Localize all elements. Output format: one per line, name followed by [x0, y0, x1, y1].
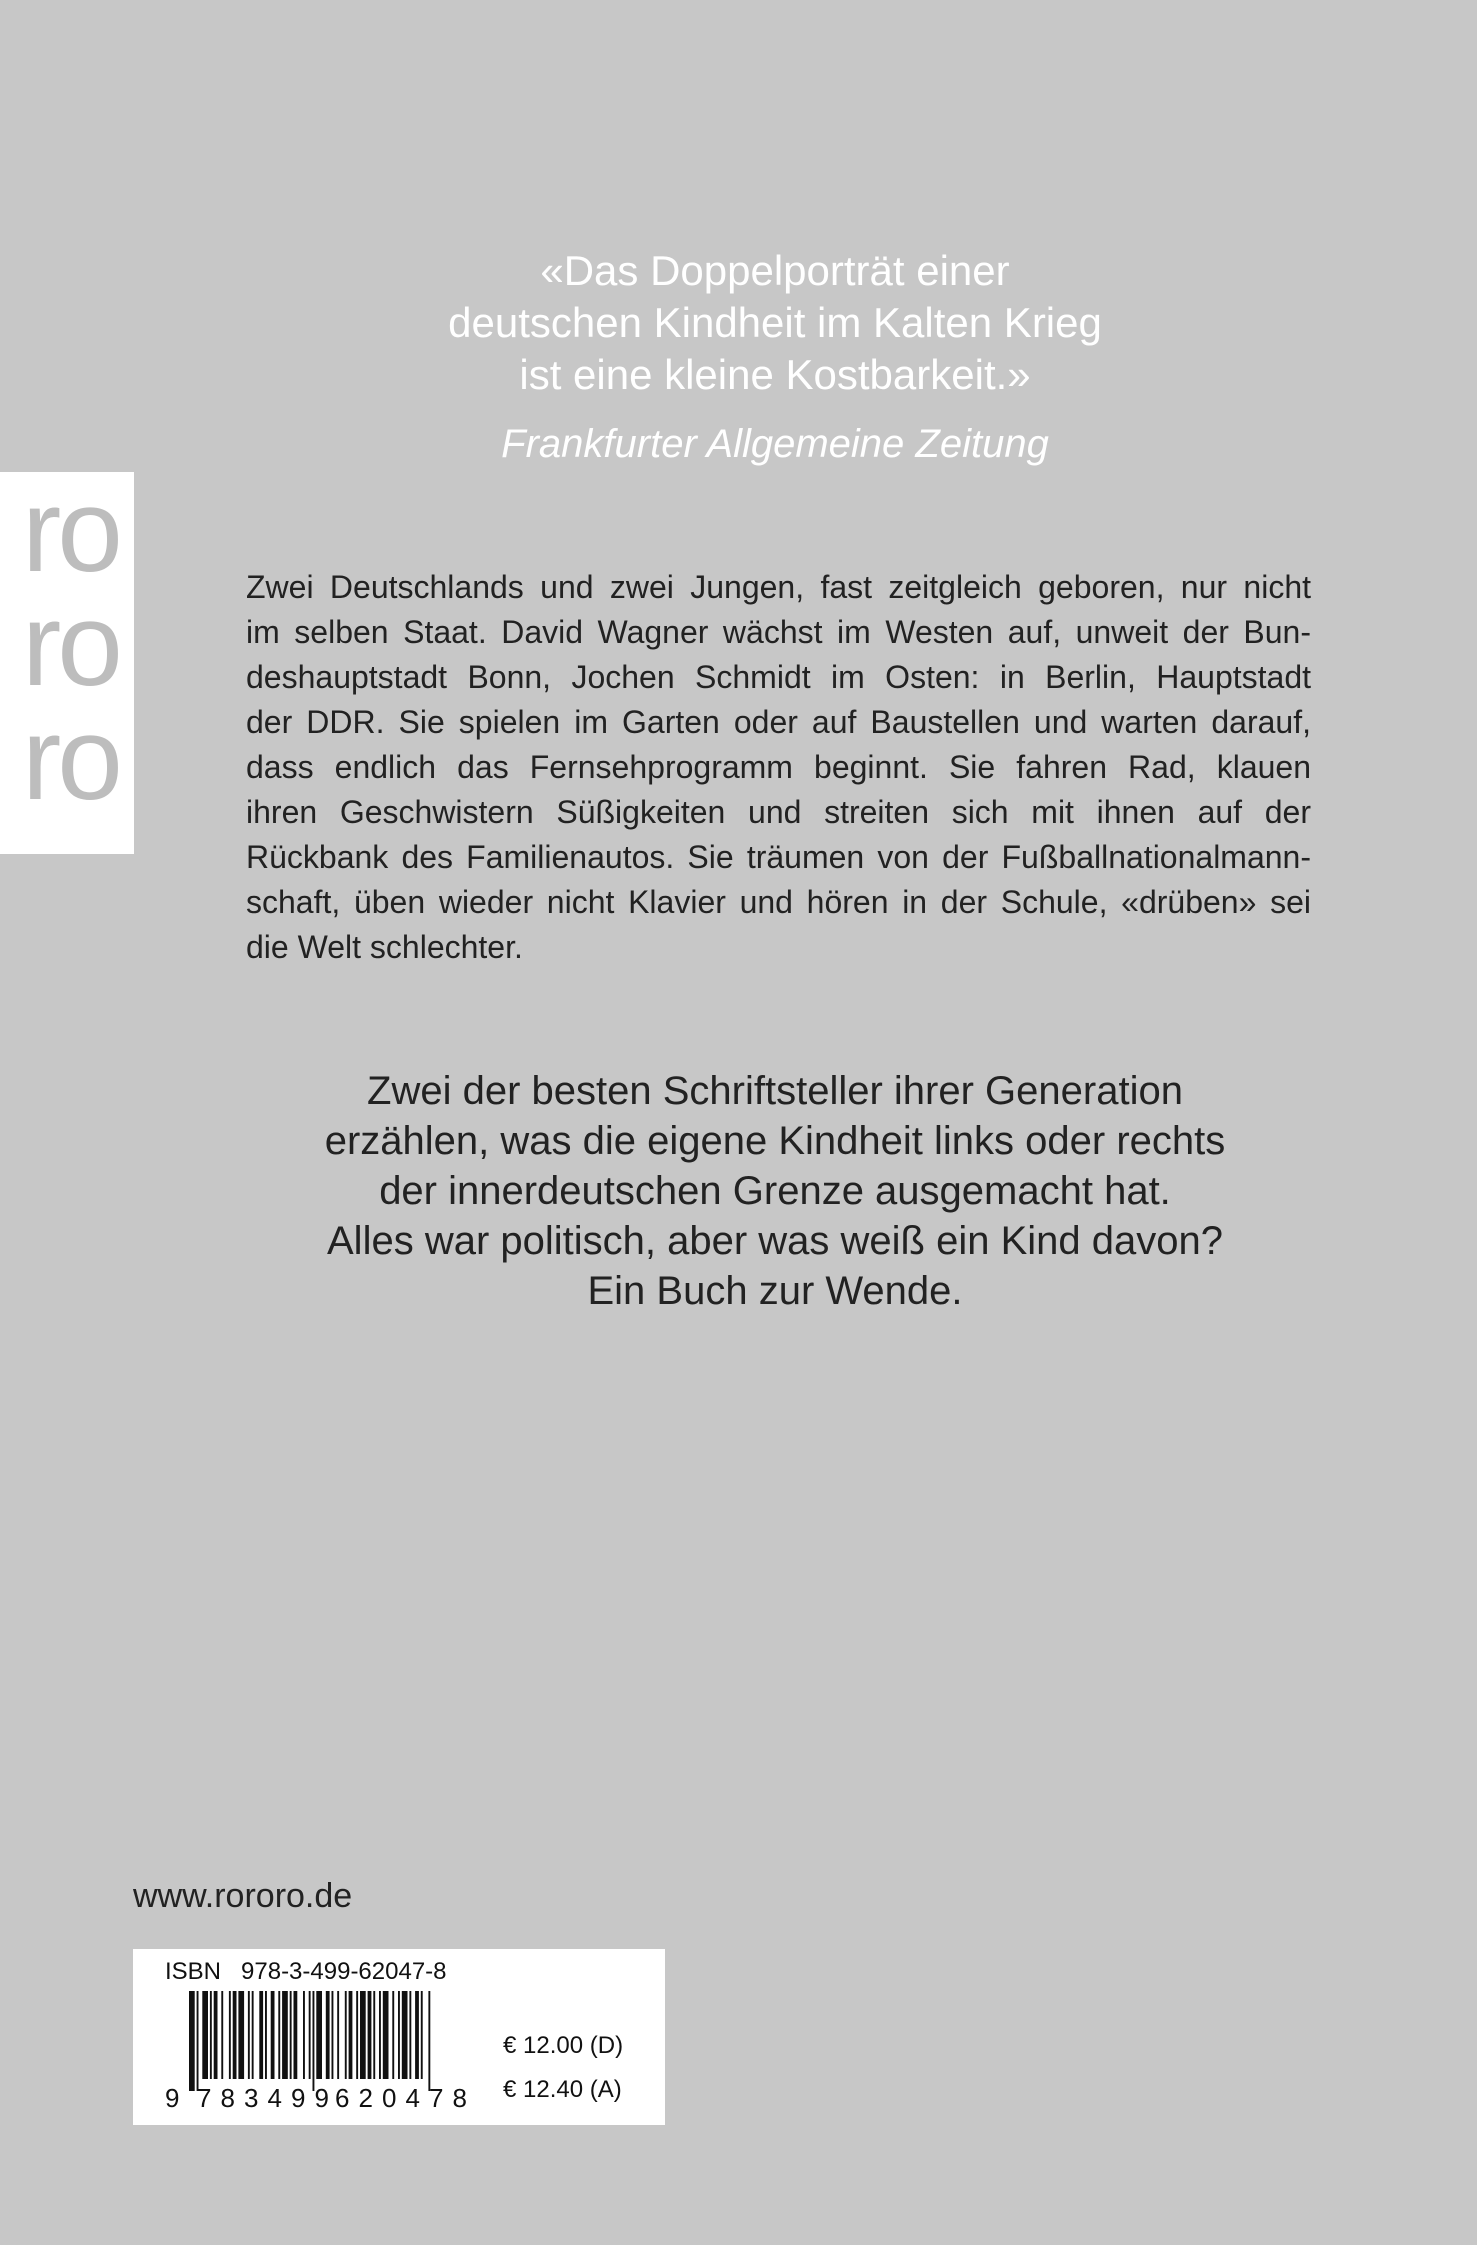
- quote-line-1: «Das Doppelporträt einer: [540, 247, 1010, 294]
- barcode-bar: [398, 1991, 400, 2079]
- barcode-bar: [252, 1991, 254, 2079]
- tagline-line-1: Zwei der besten Schriftsteller ihrer Generation: [367, 1069, 1183, 1113]
- barcode-bar: [210, 1991, 212, 2079]
- description-line-3: deshauptstadt Bonn, Jochen Schmidt im Osten: in Berlin, Hauptstadt: [246, 659, 1311, 695]
- barcode-bar: [282, 1991, 288, 2079]
- description-line-2: im selben Staat. David Wagner wächst im Westen auf, unweit der Bun-: [246, 614, 1311, 650]
- quote-line-2: deutschen Kindheit im Kalten Krieg: [448, 299, 1102, 346]
- rororo-logo: [0, 472, 134, 854]
- description-line-4: der DDR. Sie spielen im Garten oder auf Baustellen und warten darauf,: [246, 704, 1311, 740]
- barcode-digits-right: 620478: [335, 2083, 467, 2111]
- barcode-bar: [309, 1991, 311, 2079]
- barcode-bar: [368, 1991, 372, 2079]
- barcode-bar: [229, 1991, 231, 2079]
- publisher-website: www.rororo.de: [133, 1877, 353, 1915]
- barcode-bar: [392, 1991, 394, 2079]
- barcode-bar: [294, 1991, 298, 2079]
- barcode-icon: [163, 1991, 488, 2111]
- barcode-bar: [303, 1991, 305, 2079]
- isbn-label: ISBN 978-3-499-62047-8: [165, 1958, 447, 1985]
- description-line-8: schaft, üben wieder nicht Klavier und hören in der Schule, «drüben» sei: [246, 884, 1311, 920]
- barcode-bar: [313, 1991, 315, 2091]
- barcode-bar: [421, 1991, 423, 2079]
- barcode-bar: [383, 1991, 389, 2079]
- logo-word-3: ro: [22, 693, 119, 825]
- barcode-bar: [345, 1991, 347, 2079]
- tagline-line-4: Alles war politisch, aber was weiß ein Kind davon?: [327, 1219, 1223, 1263]
- description-line-9: die Welt schlechter.: [246, 929, 523, 965]
- barcode-bar: [238, 1991, 244, 2079]
- barcode-bar: [214, 1991, 218, 2079]
- barcode-digit-first: 9: [165, 2083, 180, 2111]
- tagline-line-2: erzählen, was die eigene Kindheit links oder rechts: [324, 1119, 1226, 1163]
- price-germany: € 12.00 (D): [503, 2032, 624, 2059]
- barcode-bar: [259, 1991, 263, 2079]
- barcode-bar: [373, 1991, 375, 2079]
- description-line-5: dass endlich das Fernsehprogramm beginnt. Sie fahren Rad, klauen: [246, 749, 1311, 785]
- price-austria: € 12.40 (A): [503, 2076, 622, 2103]
- barcode-bar: [290, 1991, 292, 2079]
- barcode-bar: [233, 1991, 237, 2079]
- barcode-bar: [337, 1991, 339, 2079]
- barcode-bar: [221, 1991, 223, 2079]
- quote-line-3: ist eine kleine Kostbarkeit.»: [519, 351, 1031, 398]
- barcode-bar: [360, 1991, 366, 2079]
- barcode-bar: [356, 1991, 358, 2079]
- barcode-bar: [326, 1991, 330, 2079]
- logo-word-1: ro: [22, 472, 119, 597]
- description-line-1: Zwei Deutschlands und zwei Jungen, fast zeitgleich geboren, nur nicht: [246, 569, 1311, 605]
- barcode-bar: [202, 1991, 208, 2079]
- barcode-bar: [349, 1991, 353, 2079]
- barcode-bar: [248, 1991, 250, 2079]
- review-quote: [0, 245, 1477, 401]
- description-line-6: ihren Geschwistern Süßigkeiten und streiten sich mit ihnen auf der: [246, 794, 1311, 830]
- barcode-bar: [316, 1991, 322, 2079]
- barcode-bar: [197, 1991, 199, 2091]
- tagline: [0, 1066, 1477, 1316]
- barcode-bar: [402, 1991, 408, 2079]
- barcode-bar: [189, 1991, 195, 2091]
- tagline-line-5: Ein Buch zur Wende.: [587, 1269, 963, 1313]
- barcode-bar: [265, 1991, 267, 2079]
- barcode-bar: [428, 1991, 430, 2091]
- logo-word-2: ro: [22, 579, 119, 711]
- tagline-line-3: der innerdeutschen Grenze ausgemacht hat.: [379, 1169, 1171, 1213]
- barcode-digits-left: 783499: [197, 2083, 329, 2111]
- barcode-bar: [278, 1991, 280, 2079]
- barcode-box: [133, 1949, 665, 2125]
- quote-source: Frankfurter Allgemeine Zeitung: [501, 422, 1049, 466]
- book-description: [246, 565, 1311, 970]
- barcode-bar: [379, 1991, 381, 2079]
- barcode-bar: [271, 1991, 275, 2079]
- barcode-bar: [332, 1991, 334, 2079]
- barcode-bar: [415, 1991, 419, 2079]
- barcode-bar: [409, 1991, 411, 2079]
- description-line-7: Rückbank des Familienautos. Sie träumen von der Fußballnationalmann-: [246, 839, 1311, 875]
